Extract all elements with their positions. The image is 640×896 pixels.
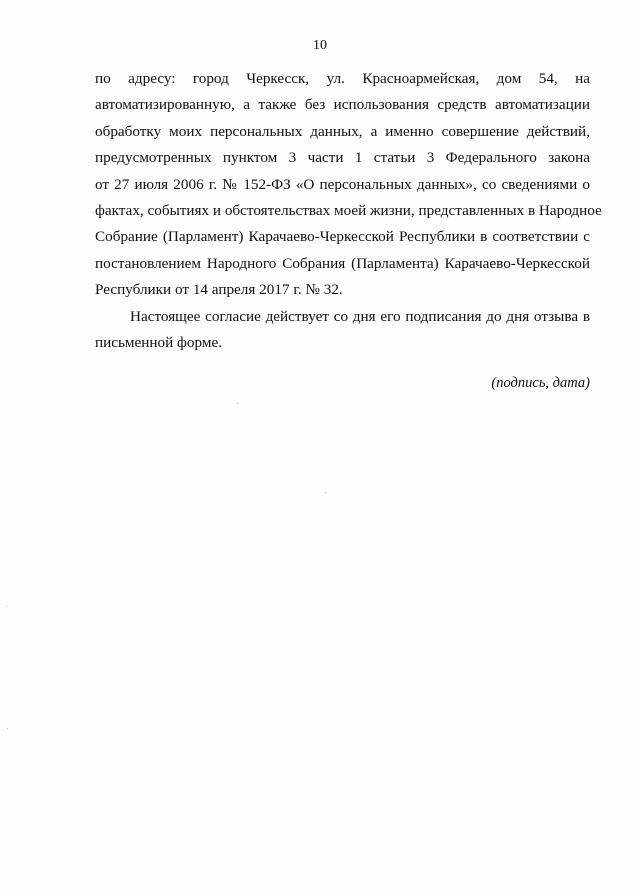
paragraph-line: от 27 июля 2006 г. № 152-ФЗ «О персональных данных», со сведениями о — [95, 175, 590, 193]
consent-text — [95, 66, 602, 356]
scan-speck — [237, 403, 238, 404]
paragraph-line: постановлением Народного Собрания (Парламента) Карачаево-Черкесской — [95, 254, 590, 272]
scan-speck — [7, 728, 8, 729]
paragraph-line: Собрание (Парламент) Карачаево-Черкесской Республики в соответствии с — [95, 228, 590, 246]
paragraph-line: обработку моих персональных данных, а именно совершение действий, — [95, 122, 590, 140]
paragraph-line: предусмотренных пунктом 3 части 1 статьи 3 Федерального закона — [95, 149, 590, 167]
scan-speck — [325, 492, 326, 493]
paragraph-line: письменной форме. — [95, 333, 222, 351]
signature-date-caption: (подпись, дата) — [491, 375, 590, 391]
paragraph-line: Настоящее согласие действует со дня его подписания до дня отзыва в — [130, 307, 590, 325]
page-number: 10 — [313, 38, 327, 53]
paragraph-line: по адресу: город Черкесск, ул. Красноармейская, дом 54, на — [95, 70, 590, 87]
paragraph-line: автоматизированную, а также без использования средств автоматизации — [95, 96, 590, 114]
validity-paragraph — [95, 304, 590, 357]
scan-speck — [6, 606, 7, 607]
paragraph-line: Республики от 14 апреля 2017 г. № 32. — [95, 281, 343, 299]
paragraph-line: фактах, событиях и обстоятельствах моей жизни, представленных в Народное — [95, 201, 602, 219]
consent-paragraph — [95, 66, 602, 304]
